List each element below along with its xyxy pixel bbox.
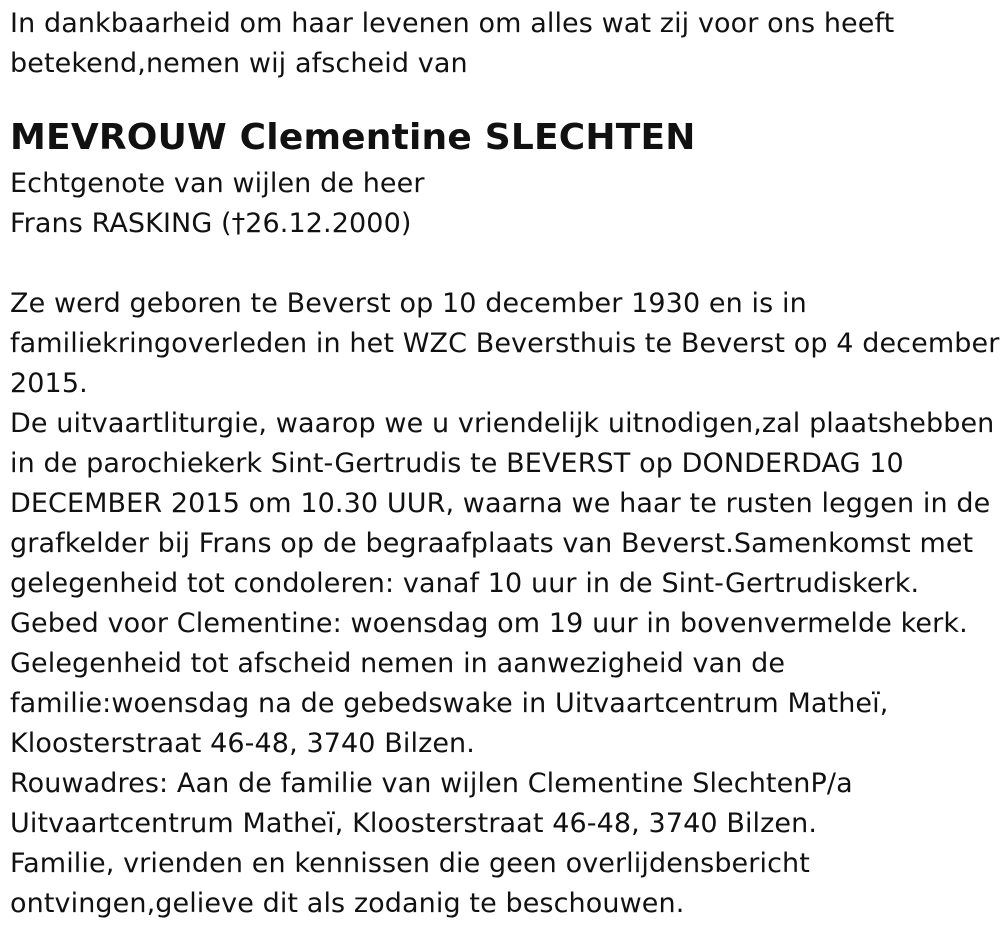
body-line: in de parochiekerk Sint-Gertrudis te BEVERST op DONDERDAG 10: [10, 448, 904, 479]
intro-line: In dankbaarheid om haar levenen om alles wat zij voor ons heeft: [10, 8, 895, 39]
paragraph-gap: [10, 244, 995, 284]
body-line: Gebed voor Clementine: woensdag om 19 uur in bovenvermelde kerk.: [10, 608, 968, 639]
deceased-name: MEVROUW Clementine SLECHTEN: [10, 117, 696, 158]
obituary-notice: [10, 4, 1000, 924]
body-line: 2015.: [10, 368, 88, 399]
body-line: familie:woensdag na de gebedswake in Uitvaartcentrum Matheï,: [10, 688, 889, 719]
body-line: familiekringoverleden in het WZC Beversthuis te Beverst op 4 december: [10, 328, 1000, 359]
body-line: Ze werd geboren te Beverst op 10 december 1930 en is in: [10, 288, 807, 319]
body-line: De uitvaartliturgie, waarop we u vriendelijk uitnodigen,zal plaatshebben: [10, 408, 995, 439]
body-line: Rouwadres: Aan de familie van wijlen Clementine SlechtenP/a: [10, 768, 853, 799]
body-line: grafkelder bij Frans op de begraafplaats van Beverst.Samenkomst met: [10, 528, 974, 559]
body-line: DECEMBER 2015 om 10.30 UUR, waarna we haar te rusten leggen in de: [10, 488, 991, 519]
body-text: [10, 284, 1000, 924]
body-line: ontvingen,gelieve dit als zodanig te beschouwen.: [10, 888, 685, 919]
body-line: Uitvaartcentrum Matheï, Kloosterstraat 46-48, 3740 Bilzen.: [10, 808, 818, 839]
intro-line: betekend,nemen wij afscheid van: [10, 48, 468, 79]
body-line: Kloosterstraat 46-48, 3740 Bilzen.: [10, 728, 475, 759]
intro-block: [10, 4, 995, 84]
body-line: gelegenheid tot condoleren: vanaf 10 uur in de Sint-Gertrudiskerk.: [10, 568, 920, 599]
body-line: Gelegenheid tot afscheid nemen in aanwezigheid van de: [10, 648, 786, 679]
body-line: Familie, vrienden en kennissen die geen overlijdensbericht: [10, 848, 810, 879]
spouse-line: Echtgenote van wijlen de heer: [10, 168, 425, 199]
spouse-line: Frans RASKING (†26.12.2000): [10, 208, 412, 239]
spouse-block: [10, 164, 995, 244]
